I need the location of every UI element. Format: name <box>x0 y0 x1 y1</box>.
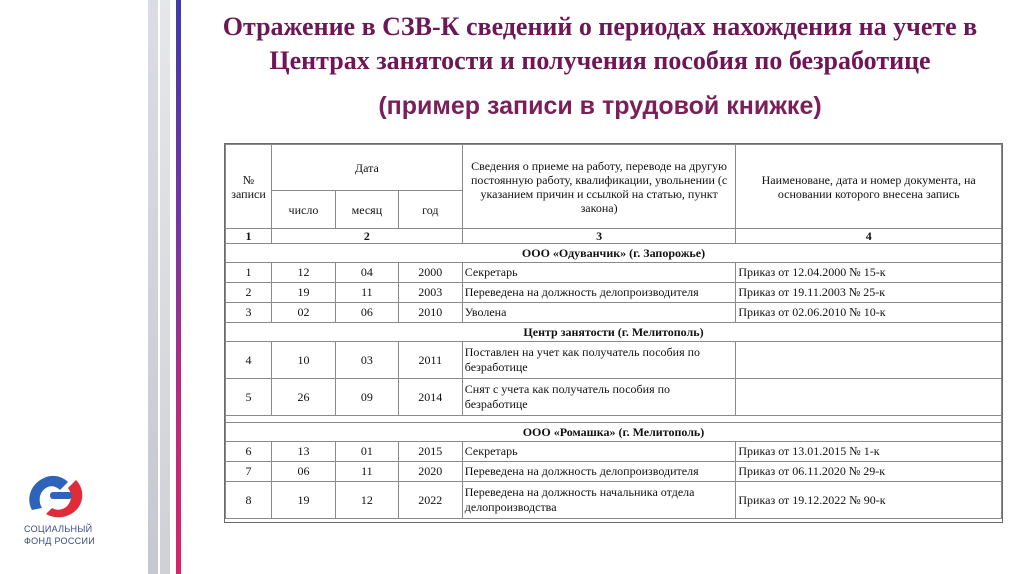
cell-document: Приказ от 19.11.2003 № 25-к <box>736 283 1002 303</box>
spacer-row <box>226 416 1002 423</box>
cell-year: 2011 <box>398 342 462 379</box>
cell-document: Приказ от 12.04.2000 № 15-к <box>736 263 1002 283</box>
table-row <box>226 482 1002 519</box>
table-row <box>226 263 1002 283</box>
cell-info: Секретарь <box>462 263 736 283</box>
cell-month: 09 <box>335 379 398 416</box>
logo-line-2: ФОНД РОССИИ <box>24 536 95 546</box>
cell-month: 11 <box>335 283 398 303</box>
cell-info: Секретарь <box>462 442 736 462</box>
header-day: число <box>271 191 335 229</box>
column-number: 1 <box>226 229 272 244</box>
table-row <box>226 462 1002 482</box>
table-row <box>226 342 1002 379</box>
employment-record-table <box>224 143 1003 523</box>
cell-month: 11 <box>335 462 398 482</box>
cell-number: 3 <box>226 303 272 323</box>
decor-stripe-light <box>160 0 170 574</box>
cell-day: 13 <box>271 442 335 462</box>
cell-year: 2010 <box>398 303 462 323</box>
cell-document <box>736 379 1002 416</box>
cell-day: 19 <box>271 482 335 519</box>
cell-month: 03 <box>335 342 398 379</box>
cell-info: Уволена <box>462 303 736 323</box>
cell-year: 2022 <box>398 482 462 519</box>
cell-year: 2000 <box>398 263 462 283</box>
organization-header: ООО «Одуванчик» (г. Запорожье) <box>226 244 1002 263</box>
cell-info: Поставлен на учет как получатель пособия по безработице <box>462 342 736 379</box>
cell-year: 2020 <box>398 462 462 482</box>
cell-month: 04 <box>335 263 398 283</box>
cell-info: Переведена на должность делопроизводителя <box>462 462 736 482</box>
cell-day: 02 <box>271 303 335 323</box>
column-number: 2 <box>271 229 462 244</box>
cell-month: 06 <box>335 303 398 323</box>
sfr-logo <box>24 470 114 562</box>
cell-day: 12 <box>271 263 335 283</box>
header-record-number: № записи <box>226 145 272 229</box>
column-number: 4 <box>736 229 1002 244</box>
table-row <box>226 283 1002 303</box>
cell-number: 4 <box>226 342 272 379</box>
cell-year: 2014 <box>398 379 462 416</box>
table-row <box>226 379 1002 416</box>
cell-info: Переведена на должность делопроизводителя <box>462 283 736 303</box>
cell-month: 01 <box>335 442 398 462</box>
cell-number: 6 <box>226 442 272 462</box>
cell-year: 2015 <box>398 442 462 462</box>
cell-month: 12 <box>335 482 398 519</box>
cell-document: Приказ от 19.12.2022 № 90-к <box>736 482 1002 519</box>
column-number: 3 <box>462 229 736 244</box>
cell-day: 10 <box>271 342 335 379</box>
cell-number: 7 <box>226 462 272 482</box>
page-subtitle: (пример записи в трудовой книжке) <box>378 92 822 120</box>
logo-line-1: СОЦИАЛЬНЫЙ <box>24 524 93 534</box>
header-document: Наименоване, дата и номер документа, на основании которого внесена запись <box>736 145 1002 229</box>
header-month: месяц <box>335 191 398 229</box>
cell-year: 2003 <box>398 283 462 303</box>
cell-day: 06 <box>271 462 335 482</box>
cell-document: Приказ от 13.01.2015 № 1-к <box>736 442 1002 462</box>
cell-number: 1 <box>226 263 272 283</box>
cell-document: Приказ от 06.11.2020 № 29-к <box>736 462 1002 482</box>
decor-stripe-grey <box>148 0 158 574</box>
cell-number: 2 <box>226 283 272 303</box>
header-info: Сведения о приеме на работу, переводе на другую постоянную работу, квалификации, увольнении (с указанием причин и ссылкой на статью, пункт закона) <box>462 145 736 229</box>
decor-stripe-accent <box>176 0 181 574</box>
cell-document: Приказ от 02.06.2010 № 10-к <box>736 303 1002 323</box>
header-year: год <box>398 191 462 229</box>
cell-document <box>736 342 1002 379</box>
sfr-logo-icon <box>24 470 94 522</box>
header-date: Дата <box>271 145 462 191</box>
organization-header: Центр занятости (г. Мелитополь) <box>226 323 1002 342</box>
page-title: Отражение в СЗВ-К сведений о периодах нахождения на учете в Центрах занятости и получения пособия по безработице <box>222 12 978 75</box>
cell-info: Снят с учета как получатель пособия по безработице <box>462 379 736 416</box>
cell-day: 26 <box>271 379 335 416</box>
cell-day: 19 <box>271 283 335 303</box>
table-row <box>226 303 1002 323</box>
cell-info: Переведена на должность начальника отдела делопроизводства <box>462 482 736 519</box>
cell-number: 5 <box>226 379 272 416</box>
organization-header: ООО «Ромашка» (г. Мелитополь) <box>226 423 1002 442</box>
table-row <box>226 442 1002 462</box>
cell-number: 8 <box>226 482 272 519</box>
